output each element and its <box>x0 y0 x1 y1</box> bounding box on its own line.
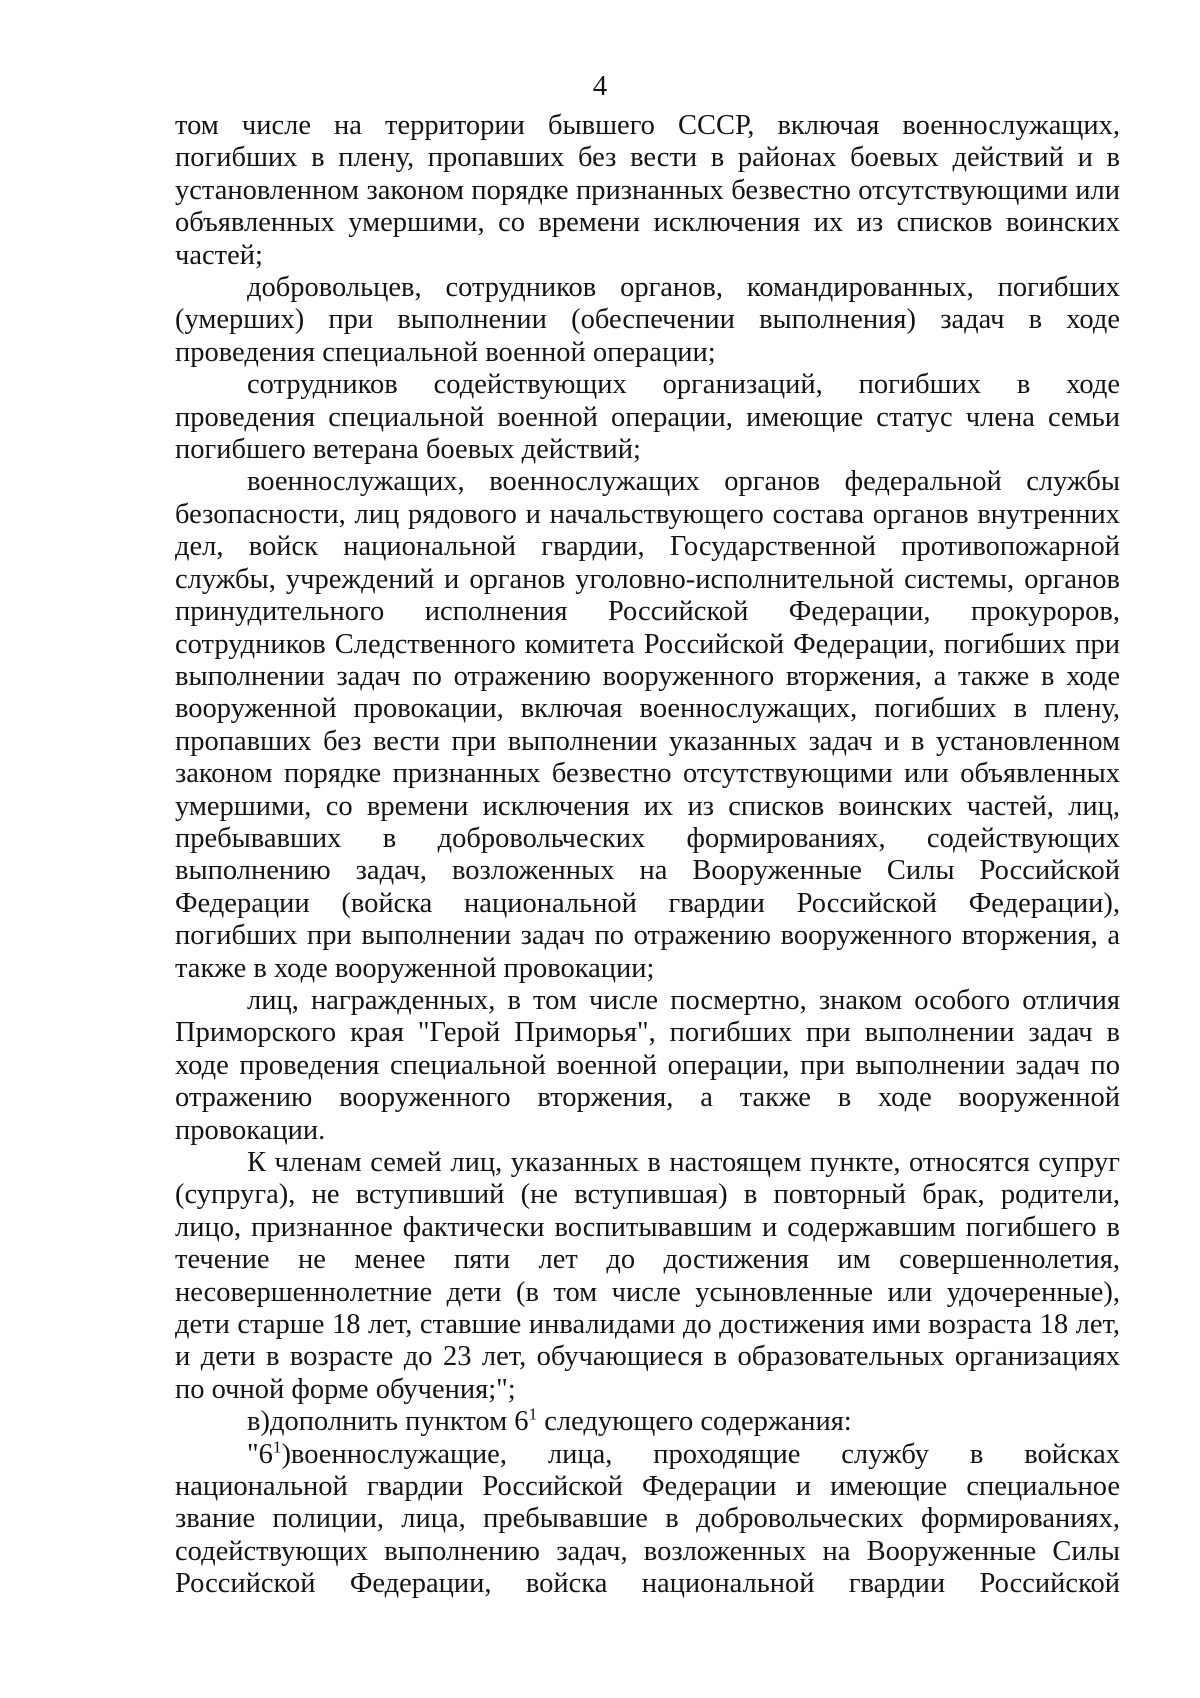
amendment-v-before: в)дополнить пунктом 6 <box>247 1406 529 1438</box>
paragraph-family-members: К членам семей лиц, указанных в настоящем пункте, относятся супруг (супруга), не вступивший (не вступившая) в повторный брак, родители, лицо, признанное фактически воспитывавшим и содержавшим погибшего в течение не менее пяти лет до достижения им совершеннолетия, несовершеннолетние дети (в том числе усыновленные или удочеренные), дети старше 18 лет, ставшие инвалидами до достижения ими возраста 18 лет, и дети в возрасте до 23 лет, обучающиеся в образовательных организациях по очной форме обучения;"; <box>175 1147 1120 1405</box>
paragraph-hero-of-primorye: лиц, награжденных, в том числе посмертно, знаком особого отличия Приморского края "Герой Приморья", погибших при выполнении задач в ходе проведения специальной военной операции, при выполнении задач по отражению вооруженного вторжения, а также в ходе вооруженной провокации. <box>175 984 1120 1146</box>
item-6-1-before: "6 <box>247 1438 273 1470</box>
amendment-v-after: следующего содержания: <box>537 1406 852 1438</box>
paragraph-organizations: сотрудников содействующих организаций, погибших в ходе проведения специальной военной операции, имеющие статус члена семьи погибшего ветерана боевых действий; <box>175 369 1120 466</box>
item-6-1-after: )военнослужащие, лица, проходящие службу в войсках национальной гвардии Российской Федерации и имеющие специальное звание полиции, лица, пребывавшие в добровольческих формированиях, содействующих выполнению задач, возложенных на Вооруженные Силы Российской Федерации, войска национальной гвардии Российской <box>175 1438 1120 1600</box>
page-number: 4 <box>592 70 608 102</box>
paragraph-volunteers: добровольцев, сотрудников органов, командированных, погибших (умерших) при выполнении (обеспечении выполнения) задач в ходе проведения специальной военной операции; <box>175 272 1120 368</box>
paragraph-continuation: том числе на территории бывшего СССР, включая военнослужащих, погибших в плену, пропавших без вести в районах боевых действий и в установленном законом порядке признанных безвестно отсутствующими или объявленных умершими, со времени исключения их из списков воинских частей; <box>175 110 1120 271</box>
paragraph-servicemen: военнослужащих, военнослужащих органов федеральной службы безопасности, лиц рядового и начальствующего состава органов внутренних дел, войск национальной гвардии, Государственной противопожарной службы, учреждений и органов уголовно-исполнительной системы, органов принудительного исполнения Российской Федерации, прокуроров, сотрудников Следственного комитета Российской Федерации, погибших при выполнении задач по отражению вооруженного вторжения, а также в ходе вооруженной провокации, включая военнослужащих, погибших в плену, пропавших без вести при выполнении указанных задач и в установленном законом порядке признанных безвестно отсутствующими или объявленных умершими, со времени исключения их из списков воинских частей, лиц, пребывавших в добровольческих формированиях, содействующих выполнению задач, возложенных на Вооруженные Силы Российской Федерации (войска национальной гвардии Российской Федерации), погибших при выполнении задач по отражению вооруженного вторжения, а также в ходе вооруженной провокации; <box>175 466 1120 984</box>
document-body <box>175 110 1120 1601</box>
paragraph-amendment-v <box>175 1406 1120 1438</box>
item-6-1-superscript: 1 <box>272 1437 282 1457</box>
amendment-v-superscript: 1 <box>528 1404 538 1424</box>
paragraph-item-6-1 <box>175 1439 1120 1601</box>
